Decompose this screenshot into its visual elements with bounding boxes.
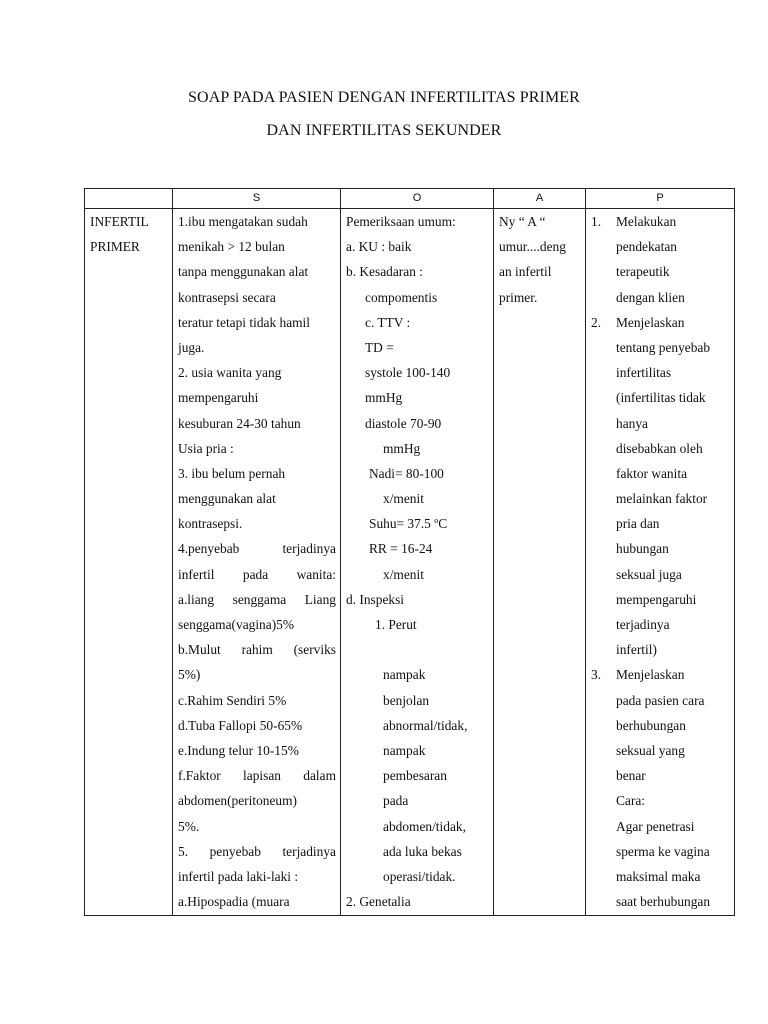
objective-line: abnormal/tidak,	[383, 717, 468, 733]
objective-cell	[341, 209, 494, 916]
subjective-line: f.Faktor lapisan dalam	[178, 768, 336, 784]
assessment-line: an infertil	[499, 264, 552, 280]
subjective-line: 2. usia wanita yang	[178, 365, 282, 381]
plan-line-text: disebabkan oleh	[616, 440, 703, 456]
soap-table	[84, 188, 735, 916]
plan-line	[586, 814, 734, 839]
objective-line: TD =	[365, 339, 394, 355]
subjective-line: b.Mulut rahim (serviks	[178, 642, 336, 658]
plan-line	[586, 688, 734, 713]
plan-line-text: pria dan	[616, 516, 660, 532]
plan-line-text: terapeutik	[616, 264, 670, 280]
plan-line-text: tentang penyebab	[616, 339, 711, 355]
plan-line	[586, 486, 734, 511]
subjective-line: 1.ibu mengatakan sudah	[178, 214, 308, 229]
subjective-line: d.Tuba Fallopi 50-65%	[178, 717, 303, 733]
plan-line	[586, 889, 734, 914]
subjective-line: kontrasepsi.	[178, 516, 243, 532]
header-blank	[85, 189, 173, 209]
objective-line: 2. Genetalia	[346, 894, 411, 910]
header-s: S	[173, 189, 341, 209]
plan-line	[586, 285, 734, 310]
subjective-line: juga.	[178, 339, 205, 355]
plan-line	[586, 461, 734, 486]
plan-line-text: (infertilitas tidak	[616, 390, 706, 406]
subjective-line: menggunakan alat	[178, 491, 276, 507]
plan-line-text: Melakukan	[616, 214, 677, 229]
objective-line: benjolan	[383, 692, 430, 708]
assessment-line: Ny “ A “	[499, 214, 546, 229]
plan-line	[586, 587, 734, 612]
objective-line: compomentis	[365, 289, 438, 305]
plan-line	[586, 360, 734, 385]
objective-line: pembesaran	[383, 768, 447, 784]
plan-line-text: mempengaruhi	[616, 591, 697, 607]
document-title-line-1: SOAP PADA PASIEN DENGAN INFERTILITAS PRIMER	[188, 89, 580, 106]
plan-line	[586, 209, 734, 234]
plan-line-text: infertilitas	[616, 365, 672, 381]
objective-line: c. TTV :	[365, 314, 411, 330]
header-row	[85, 189, 735, 209]
subjective-line: mempengaruhi	[178, 390, 259, 406]
subjective-line: a.Hipospadia (muara	[178, 894, 290, 910]
subjective-line: a.liang senggama Liang	[178, 591, 336, 607]
plan-line-text: berhubungan	[616, 717, 686, 733]
plan-line-text: pada pasien cara	[616, 692, 705, 708]
plan-line	[586, 536, 734, 561]
objective-line: pada	[383, 793, 409, 809]
objective-line: RR = 16-24	[369, 541, 433, 557]
objective-line: systole 100-140	[365, 365, 451, 381]
objective-line: ada luka bekas	[383, 843, 462, 859]
subjective-line: 5. penyebab terjadinya	[178, 843, 336, 859]
objective-line: Pemeriksaan umum:	[346, 214, 456, 229]
plan-line-text: saat berhubungan	[616, 894, 711, 910]
plan-line-text: Cara:	[616, 793, 645, 809]
plan-cell	[586, 209, 735, 916]
subjective-line: menikah > 12 bulan	[178, 239, 285, 255]
subjective-line: abdomen(peritoneum)	[178, 793, 297, 809]
plan-line	[586, 259, 734, 284]
subjective-line: tanpa menggunakan alat	[178, 264, 309, 280]
plan-line-text: terjadinya	[616, 617, 670, 632]
subjective-line: 5%.	[178, 818, 200, 834]
plan-line	[586, 234, 734, 259]
row-label-cell	[85, 209, 173, 916]
subjective-line: senggama(vagina)5%	[178, 617, 295, 632]
subjective-line: 3. ibu belum pernah	[178, 465, 286, 481]
temperature-unit: C	[438, 516, 448, 532]
plan-line-text: dengan klien	[616, 289, 685, 305]
header-o: O	[341, 189, 494, 209]
objective-line: operasi/tidak.	[383, 868, 456, 884]
plan-line-text: infertil)	[616, 642, 657, 658]
plan-line	[586, 411, 734, 436]
objective-line: mmHg	[383, 440, 421, 456]
plan-line	[586, 612, 734, 637]
objective-line	[341, 511, 493, 536]
objective-line: nampak	[383, 742, 426, 758]
degree-sign: o	[434, 516, 439, 526]
row-label-line: PRIMER	[90, 239, 140, 255]
plan-line	[586, 637, 734, 662]
plan-line-text: seksual yang	[616, 742, 685, 758]
plan-line-text: maksimal maka	[616, 868, 701, 884]
subjective-line: 4.penyebab terjadinya	[178, 541, 336, 557]
plan-line-text: pendekatan	[616, 239, 677, 255]
plan-line	[586, 662, 734, 687]
plan-line	[586, 511, 734, 536]
subjective-line: kontrasepsi secara	[178, 289, 276, 305]
objective-line: Nadi= 80-100	[369, 465, 444, 481]
header-a: A	[494, 189, 586, 209]
subjective-line: infertil pada wanita:	[178, 566, 336, 582]
objective-line: d. Inspeksi	[346, 591, 405, 607]
assessment-cell	[494, 209, 586, 916]
header-p: P	[586, 189, 735, 209]
objective-line: x/menit	[383, 491, 424, 507]
plan-line	[586, 562, 734, 587]
plan-line	[586, 738, 734, 763]
plan-line-text: benar	[616, 768, 646, 784]
objective-line: diastole 70-90	[365, 415, 442, 431]
subjective-line: c.Rahim Sendiri 5%	[178, 692, 287, 708]
objective-line: x/menit	[383, 566, 424, 582]
objective-line	[341, 637, 493, 662]
plan-line-text: melainkan faktor	[616, 491, 708, 507]
temperature-label: Suhu= 37.5	[369, 516, 431, 532]
plan-line-text: Agar penetrasi	[616, 818, 695, 834]
subjective-cell	[173, 209, 341, 916]
plan-line-text: seksual juga	[616, 566, 682, 582]
document-title-line-2: DAN INFERTILITAS SEKUNDER	[266, 122, 502, 139]
plan-item-number: 2.	[591, 314, 602, 330]
subjective-line: Usia pria :	[178, 440, 234, 456]
table-row	[85, 209, 735, 916]
subjective-line: teratur tetapi tidak hamil	[178, 314, 310, 330]
subjective-line: e.Indung telur 10-15%	[178, 742, 299, 758]
objective-line: b. Kesadaran :	[346, 264, 423, 280]
plan-line	[586, 310, 734, 335]
objective-line: abdomen/tidak,	[383, 818, 466, 834]
objective-line: nampak	[383, 667, 426, 683]
plan-line-text: hubungan	[616, 541, 669, 557]
plan-line	[586, 335, 734, 360]
plan-line-text: Menjelaskan	[616, 667, 685, 683]
subjective-line: kesuburan 24-30 tahun	[178, 415, 301, 431]
assessment-line: umur....deng	[499, 239, 566, 255]
plan-line	[586, 864, 734, 889]
plan-line	[586, 713, 734, 738]
plan-line-text: Menjelaskan	[616, 314, 685, 330]
plan-line-text: hanya	[616, 415, 648, 431]
plan-line-text: sperma ke vagina	[616, 843, 710, 859]
subjective-line: infertil pada laki-laki :	[178, 868, 299, 884]
objective-line: 1. Perut	[375, 617, 417, 632]
objective-line: a. KU : baik	[346, 239, 412, 255]
plan-item-number: 3.	[591, 667, 602, 683]
plan-line	[586, 788, 734, 813]
plan-line	[586, 763, 734, 788]
plan-line	[586, 436, 734, 461]
subjective-line: 5%)	[178, 667, 201, 683]
plan-line	[586, 385, 734, 410]
assessment-line: primer.	[499, 289, 538, 305]
plan-line	[586, 839, 734, 864]
objective-line: mmHg	[365, 390, 403, 406]
row-label-line: INFERTIL	[90, 214, 149, 229]
plan-line-text: faktor wanita	[616, 465, 688, 481]
plan-item-number: 1.	[591, 214, 602, 229]
